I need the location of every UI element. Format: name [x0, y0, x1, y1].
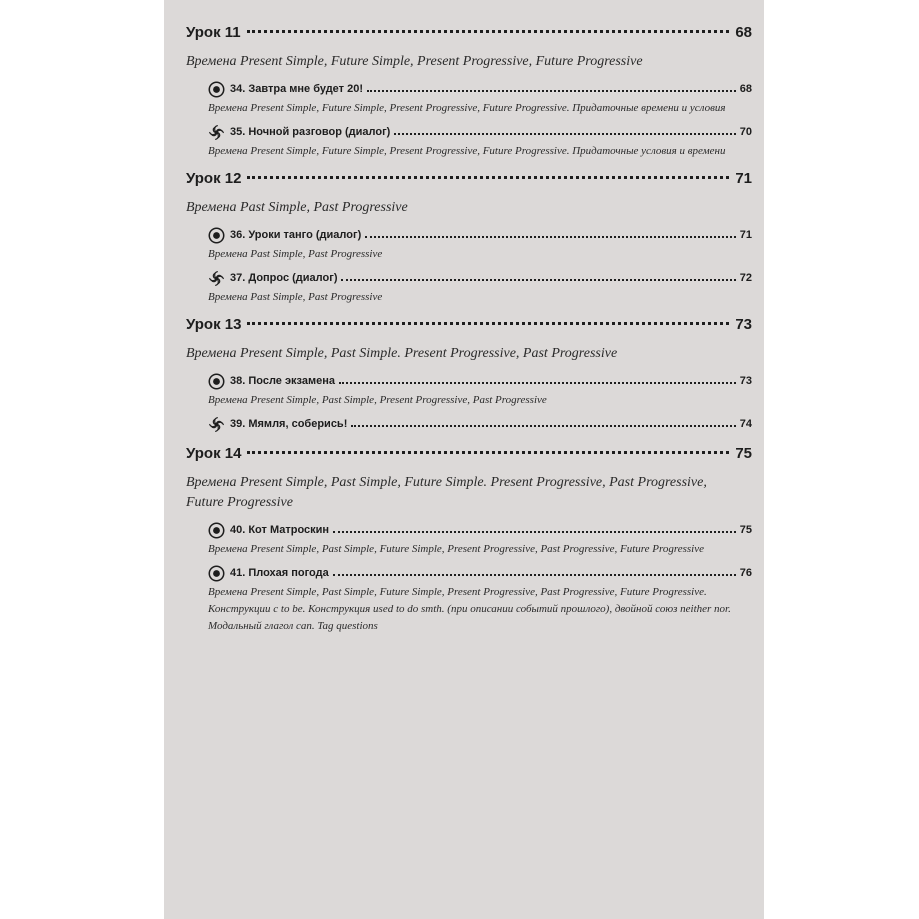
dot-leader: [333, 574, 736, 576]
book-page: [164, 0, 764, 919]
page-number: 71: [735, 170, 752, 187]
entry-title: 38. После экзамена: [230, 375, 335, 387]
dot-leader: [351, 425, 735, 427]
entry-heading[interactable]: [208, 562, 752, 584]
entry-heading[interactable]: [208, 519, 752, 541]
dot-leader: [339, 382, 736, 384]
entry-description: Времена Present Simple, Future Simple, Present Progressive, Future Progressive. Придаточные условия и времени: [208, 145, 726, 157]
page-number: 75: [739, 524, 752, 536]
lesson-section: [186, 170, 752, 306]
lesson-title: Урок 11: [186, 24, 241, 41]
lesson-section: [186, 445, 752, 635]
dot-leader: [247, 451, 729, 454]
toc-entry: [208, 267, 752, 306]
toc-entry: [208, 413, 752, 435]
dot-leader: [367, 90, 736, 92]
entry-heading[interactable]: [208, 413, 752, 435]
dot-leader: [247, 176, 729, 179]
entry-heading[interactable]: [208, 121, 752, 143]
toc-entry: [208, 78, 752, 117]
page-number: 74: [739, 418, 752, 430]
page-number: 70: [739, 126, 752, 138]
dot-leader: [365, 236, 736, 238]
entry-title: 37. Допрос (диалог): [230, 272, 338, 284]
toc-entry: [208, 224, 752, 263]
entry-description: Времена Past Simple, Past Progressive: [208, 291, 383, 303]
toc-entry: [208, 519, 752, 558]
lesson-section: [186, 316, 752, 435]
page-number: 73: [739, 375, 752, 387]
entry-description: Времена Present Simple, Past Simple, Future Simple, Present Progressive, Past Progressive, Future Progressive. Конструкции с to be. Конструкция used to do smth. (при описании событий прошлого), двойной союз neither nor. Модальный глагол can. Tag questions: [208, 586, 731, 632]
lesson-heading[interactable]: [186, 316, 752, 340]
toc-entry: [208, 562, 752, 635]
dot-leader: [394, 133, 735, 135]
lesson-description: Времена Present Simple, Past Simple. Present Progressive, Past Progressive: [186, 346, 618, 361]
page-number: 76: [739, 567, 752, 579]
lesson-heading[interactable]: [186, 170, 752, 194]
dot-leader: [341, 279, 735, 281]
spiral-icon: [208, 416, 225, 433]
entry-title: 39. Мямля, соберись!: [230, 418, 348, 430]
lesson-description: Времена Past Simple, Past Progressive: [186, 200, 408, 215]
entry-heading[interactable]: [208, 370, 752, 392]
target-icon: [208, 81, 225, 98]
lesson-section: [186, 24, 752, 160]
lesson-description: Времена Present Simple, Future Simple, Present Progressive, Future Progressive: [186, 54, 643, 69]
entry-title: 36. Уроки танго (диалог): [230, 229, 362, 241]
entry-heading[interactable]: [208, 224, 752, 246]
target-icon: [208, 373, 225, 390]
entry-description: Времена Present Simple, Past Simple, Present Progressive, Past Progressive: [208, 394, 547, 406]
lesson-title: Урок 14: [186, 445, 242, 462]
toc-entry: [208, 121, 752, 160]
lesson-title: Урок 13: [186, 316, 242, 333]
target-icon: [208, 565, 225, 582]
lesson-heading[interactable]: [186, 445, 752, 469]
entry-title: 41. Плохая погода: [230, 567, 329, 579]
page-number: 72: [739, 272, 752, 284]
dot-leader: [333, 531, 736, 533]
page-number: 68: [739, 83, 752, 95]
spiral-icon: [208, 270, 225, 287]
dot-leader: [247, 322, 729, 325]
lesson-heading[interactable]: [186, 24, 752, 48]
lesson-title: Урок 12: [186, 170, 242, 187]
entry-title: 35. Ночной разговор (диалог): [230, 126, 391, 138]
dot-leader: [247, 30, 730, 33]
target-icon: [208, 522, 225, 539]
lesson-description: Времена Present Simple, Past Simple, Future Simple. Present Progressive, Past Progressive, Future Progressive: [186, 475, 707, 510]
table-of-contents: [186, 24, 752, 645]
entry-heading[interactable]: [208, 267, 752, 289]
entry-title: 34. Завтра мне будет 20!: [230, 83, 363, 95]
page-number: 68: [735, 24, 752, 41]
entry-description: Времена Present Simple, Past Simple, Future Simple, Present Progressive, Past Progressive, Future Progressive: [208, 543, 704, 555]
page-number: 71: [739, 229, 752, 241]
entry-heading[interactable]: [208, 78, 752, 100]
target-icon: [208, 227, 225, 244]
spiral-icon: [208, 124, 225, 141]
page-number: 75: [735, 445, 752, 462]
page-number: 73: [735, 316, 752, 333]
entry-description: Времена Past Simple, Past Progressive: [208, 248, 383, 260]
entry-description: Времена Present Simple, Future Simple, Present Progressive, Future Progressive. Придаточные времени и условия: [208, 102, 726, 114]
entry-title: 40. Кот Матроскин: [230, 524, 330, 536]
toc-entry: [208, 370, 752, 409]
